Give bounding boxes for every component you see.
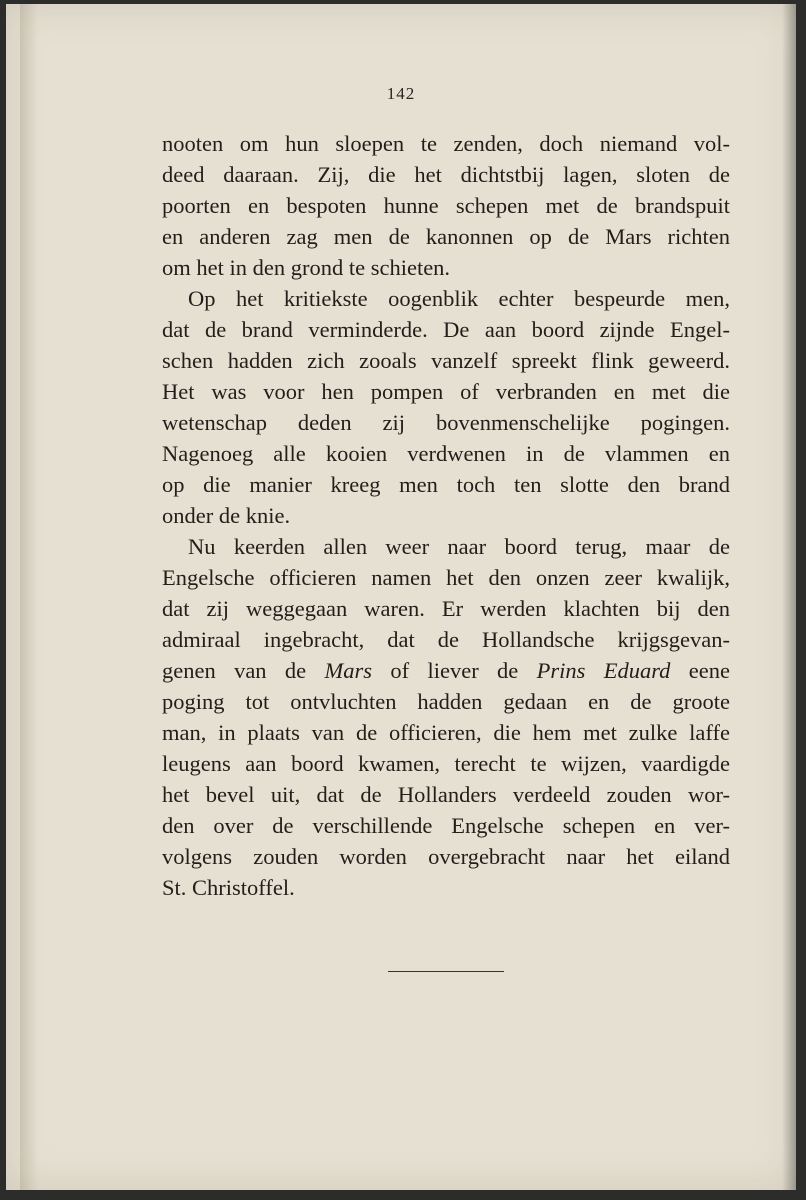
text-line: leugens aan boord kwamen, terecht te wijzen, vaardigde <box>162 751 730 776</box>
text-line: Op het kritiekste oogenblik echter bespeurde men, <box>188 286 730 311</box>
book-page <box>6 4 796 1190</box>
text-line: om het in den grond te schieten. <box>162 255 451 280</box>
text-line: deed daaraan. Zij, die het dichtstbij lagen, sloten de <box>162 162 730 187</box>
text-line: Het was voor hen pompen of verbranden en met die <box>162 379 730 404</box>
text-line: volgens zouden worden overgebracht naar het eiland <box>162 844 730 869</box>
text-line: op die manier kreeg men toch ten slotte den brand <box>162 472 730 497</box>
page-number: 142 <box>386 84 416 103</box>
text-line: dat de brand verminderde. De aan boord zijnde Engel- <box>162 317 730 342</box>
ship-name-mars: Mars <box>324 658 373 683</box>
text-line: Nu keerden allen weer naar boord terug, maar de <box>188 534 730 559</box>
text-line-with-italics <box>162 655 730 686</box>
text-line: poging tot ontvluchten hadden gedaan en de groote <box>162 689 730 714</box>
ship-name-prins-eduard: Prins Eduard <box>536 658 671 683</box>
text-line: nooten om hun sloepen te zenden, doch niemand vol- <box>162 131 730 156</box>
text-line: man, in plaats van de officieren, die hem met zulke laffe <box>162 720 730 745</box>
text-line: en anderen zag men de kanonnen op de Mars richten <box>162 224 730 249</box>
text-segment: eene <box>670 658 730 683</box>
text-line: wetenschap deden zij bovenmenschelijke pogingen. <box>162 410 730 435</box>
page-spine-shadow <box>20 4 38 1190</box>
body-text <box>162 128 730 903</box>
text-segment: genen van de <box>162 658 325 683</box>
text-line: schen hadden zich zooals vanzelf spreekt flink geweerd. <box>162 348 730 373</box>
text-line: onder de knie. <box>162 503 291 528</box>
text-line: admiraal ingebracht, dat de Hollandsche krijgsgevan- <box>162 627 730 652</box>
text-segment: of liever de <box>372 658 537 683</box>
text-line: St. Christoffel. <box>162 875 295 900</box>
text-line: poorten en bespoten hunne schepen met de brandspuit <box>162 193 730 218</box>
text-line: Engelsche officieren namen het den onzen zeer kwalijk, <box>162 565 730 590</box>
page-edge-shadow <box>782 4 796 1190</box>
text-line: Nagenoeg alle kooien verdwenen in de vlammen en <box>162 441 730 466</box>
text-line: het bevel uit, dat de Hollanders verdeeld zouden wor- <box>162 782 730 807</box>
chapter-end-rule <box>388 971 504 972</box>
text-line: dat zij weggegaan waren. Er werden klachten bij den <box>162 596 730 621</box>
text-line: den over de verschillende Engelsche schepen en ver- <box>162 813 730 838</box>
